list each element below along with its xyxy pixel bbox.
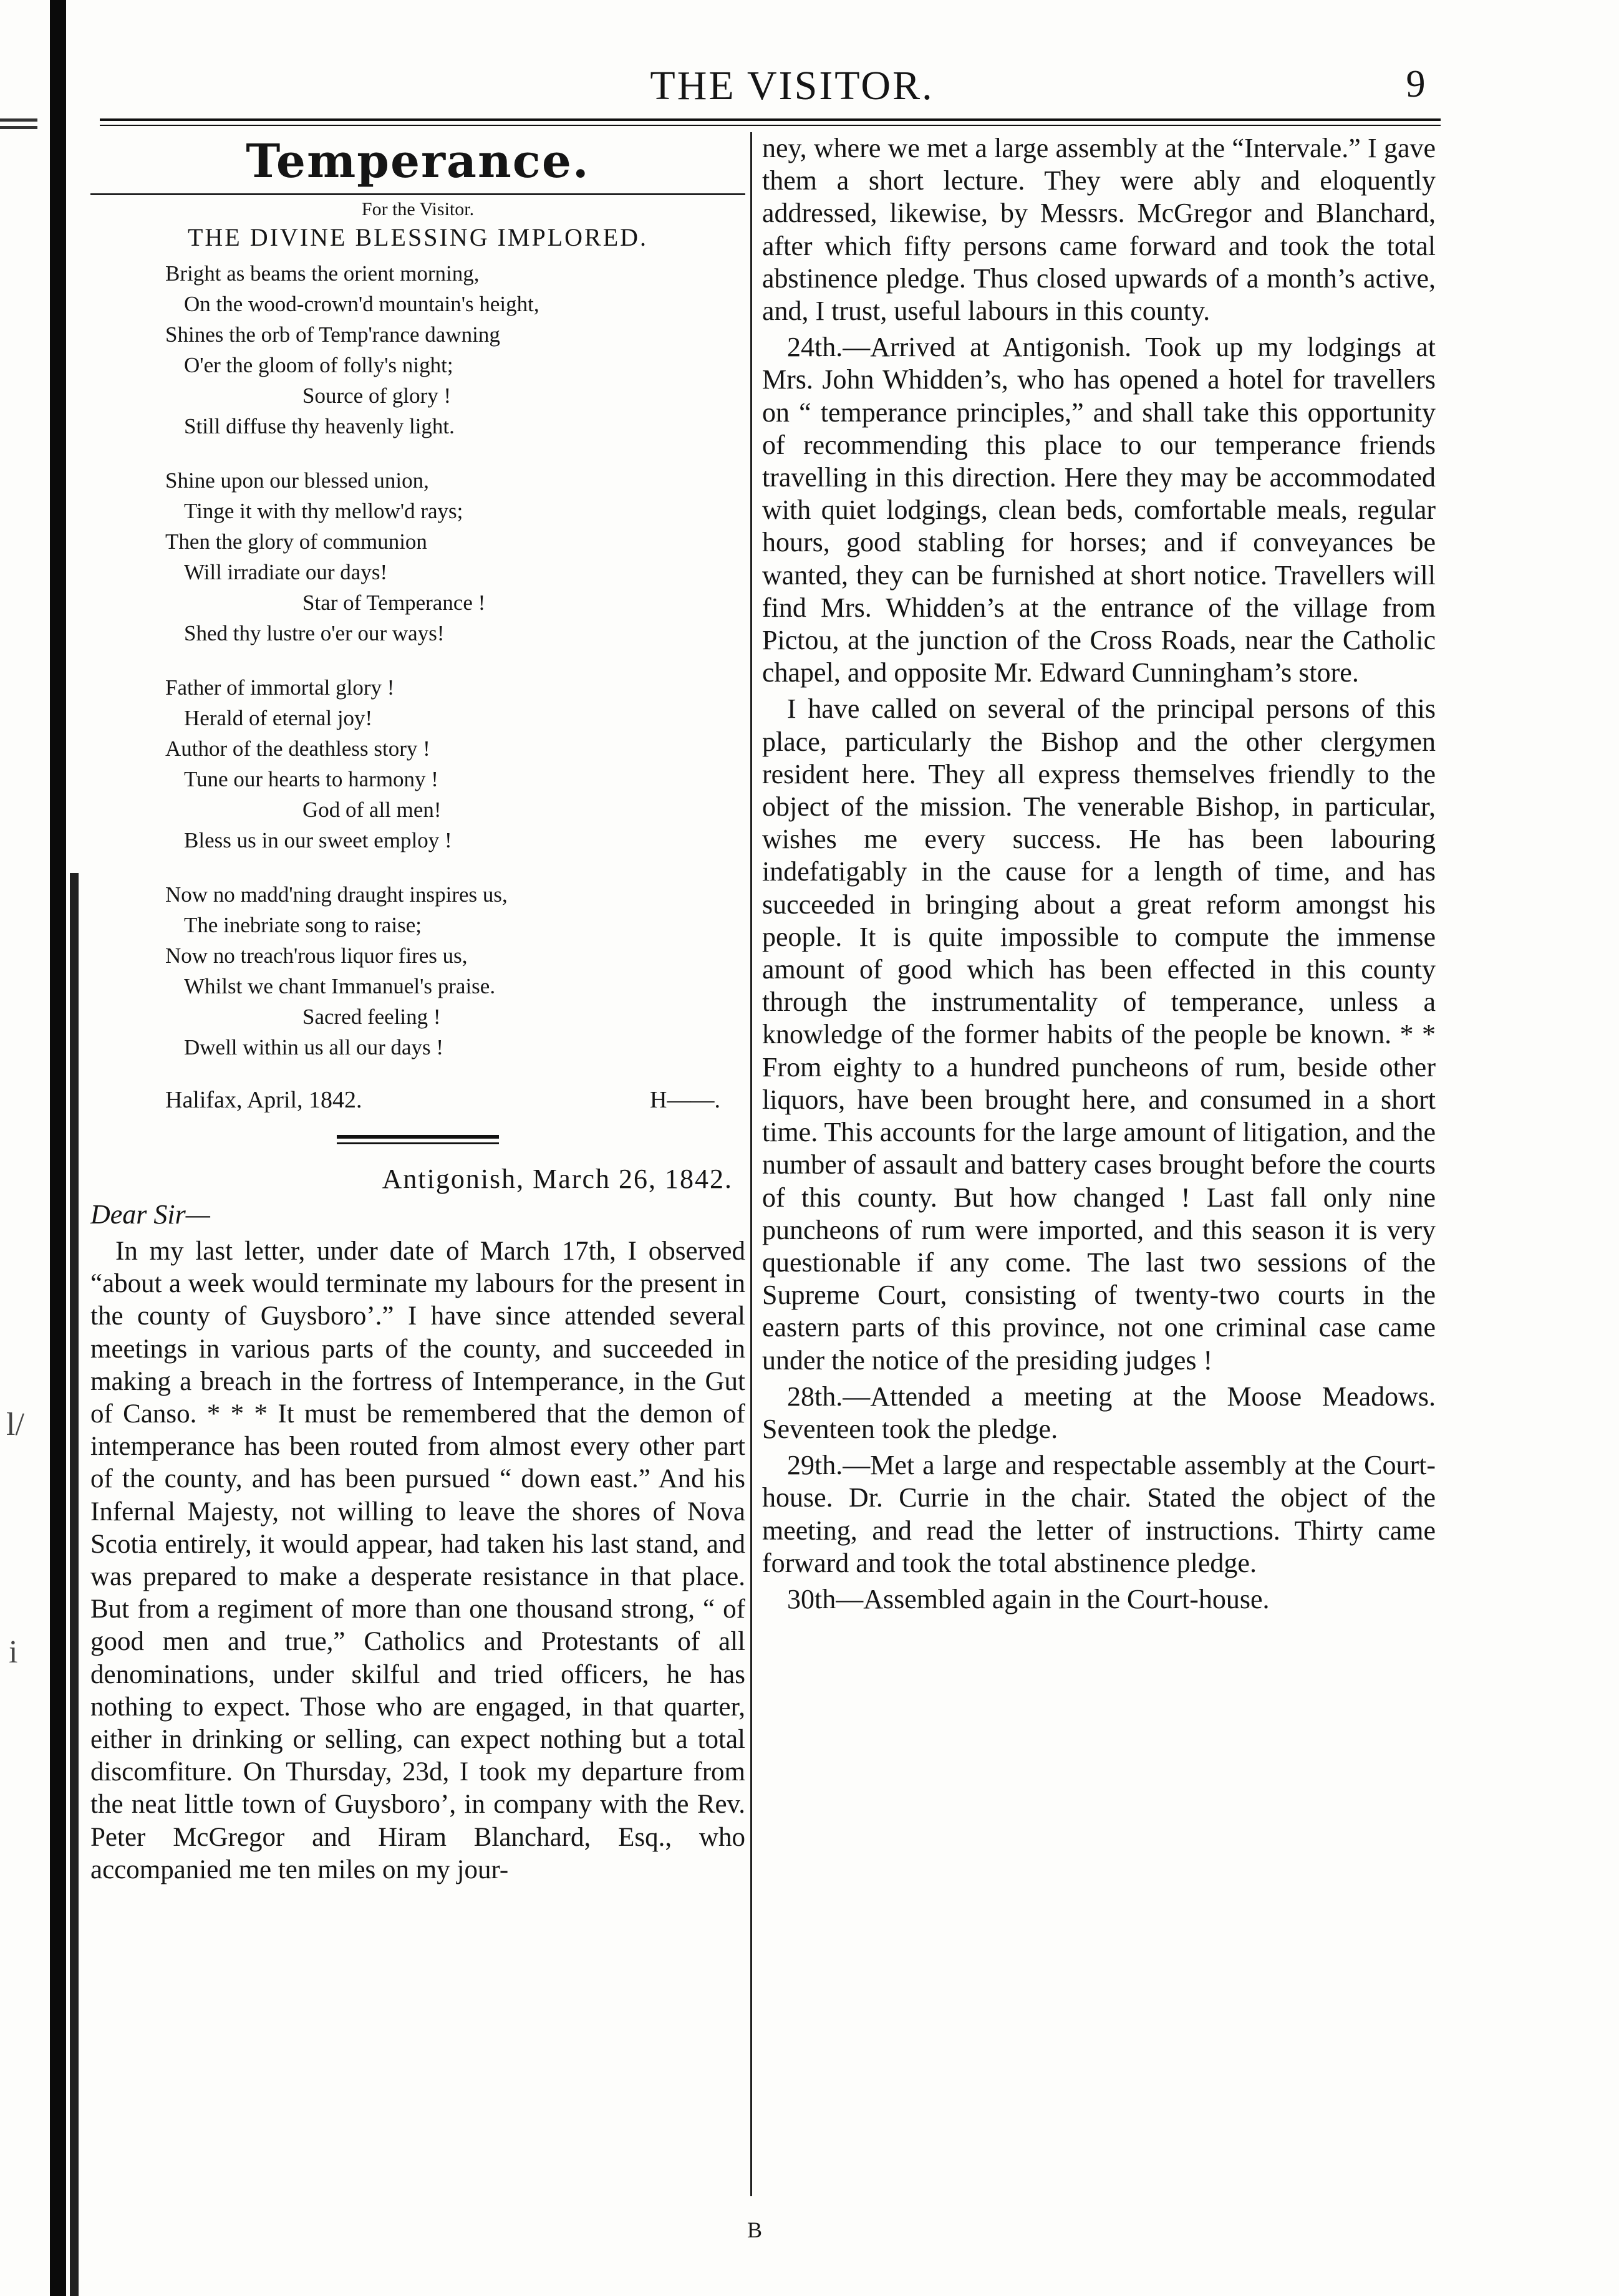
running-title: THE VISITOR. — [650, 63, 934, 109]
left-column — [90, 132, 745, 1886]
scan-edge-mark — [0, 126, 37, 129]
poem-line: Source of glory ! — [302, 383, 452, 408]
poem-line: Star of Temperance ! — [302, 591, 486, 615]
margin-mark: l/ — [6, 1407, 24, 1442]
poem-line: The inebriate song to raise; — [184, 913, 422, 937]
poem-stanza — [165, 465, 745, 649]
letter-dateline: Antigonish, March 26, 1842. — [382, 1164, 733, 1194]
poem — [165, 258, 745, 1063]
poem-line: Tinge it with thy mellow'd rays; — [184, 499, 463, 523]
scan-edge-mark — [0, 118, 37, 122]
header-rule — [100, 125, 1441, 126]
poem-line: O'er the gloom of folly's night; — [184, 353, 453, 377]
binding-edge-inner — [70, 873, 79, 2296]
poem-line: Bright as beams the orient morning, — [165, 261, 480, 286]
column-divider — [750, 132, 752, 2196]
binding-edge — [50, 0, 66, 2296]
poem-line: Whilst we chant Immanuel's praise. — [184, 974, 496, 998]
letter-paragraph: 30th—Assembled again in the Court-house. — [787, 1583, 1270, 1614]
poem-note: For the Visitor. — [361, 199, 475, 219]
poem-footer — [165, 1086, 720, 1114]
signature-mark: B — [747, 2217, 762, 2242]
poem-line: Then the glory of communion — [165, 529, 427, 554]
letter-paragraph: In my last letter, under date of March 17th, I observed “about a week would terminate my labours for the present in the county of Guysboro’.” I have since attended several meetings in various parts of the county, and succeeded in making a breach in the fortress of Intemperance, in the Gut of Canso. * * * It must be remembered that the demon of intemperance has been routed from almost every other part of the county, and has been pursued “ down east.” And his Infernal Majesty, not willing to leave the shores of Nova Scotia entirely, it would appear, had taken his last stand, and was prepared to make a desperate resistance in that place. But from a regiment of more than one thousand strong, “ of good men and true,” Catholics and Protestants of all denominations, under skilful and tried officers, he has nothing to expect. Those who are engaged, in that quarter, either in drinking or selling, can expect nothing but a total discomfiture. On Thursday, 23d, I took my departure from the neat little town of Guysboro’, in company with the Rev. Peter McGregor and Hiram Blanchard, Esq., who accompanied me ten miles on my jour- — [90, 1237, 745, 1884]
poem-title: THE DIVINE BLESSING IMPLORED. — [187, 223, 649, 251]
letter-paragraph: I have called on several of the principal persons of this place, particularly the Bishop and the other clergymen resident here. They all express themselves friendly to the object of the mission. The venerable Bishop, in particular, wishes me every success. He has been labouring indefatigably in the cause for a length of time, and has succeeded in bringing about a great reform amongst his people. It is quite impossible to compute the immense amount of good which has been effected in this county through the instrumentality of temperance, unless a knowledge of the former habits of the people be known. * * From eighty to a hundred puncheons of rum, beside other liquors, have been brought here, and consumed in a short time. This accounts for the large amount of litigation, and the number of assault and battery cases brought before the courts of this county. But how changed ! Last fall only nine puncheons of rum were imported, and this season it is very questionable if any come. The last two sessions of the Supreme Court, consisting of twenty-two courts in the eastern parts of this province, not one criminal case came under the notice of the presiding judges ! — [762, 693, 1436, 1376]
margin-mark: i — [9, 1634, 18, 1670]
letter-salutation: Dear Sir— — [90, 1199, 210, 1230]
section-rule — [90, 193, 745, 195]
poem-line: Shine upon our blessed union, — [165, 468, 429, 493]
poem-stanza — [165, 672, 745, 856]
poem-line: Now no madd'ning draught inspires us, — [165, 882, 508, 907]
poem-line: Sacred feeling ! — [302, 1005, 441, 1029]
poem-line: Now no treach'rous liquor fires us, — [165, 943, 468, 968]
poem-line: Dwell within us all our days ! — [184, 1035, 444, 1059]
right-column — [762, 132, 1436, 1619]
poem-stanza — [165, 258, 745, 441]
poem-line: Bless us in our sweet employ ! — [184, 828, 452, 852]
poem-place-date: Halifax, April, 1842. — [165, 1087, 362, 1113]
poem-line: Still diffuse thy heavenly light. — [184, 414, 455, 438]
poem-stanza — [165, 879, 745, 1063]
letter-paragraph: ney, where we met a large assembly at the “Intervale.” I gave them a short lecture. They were ably and eloquently addressed, likewise, by Messrs. McGregor and Blanchard, after which fifty persons came forward and took the total abstinence pledge. Thus closed upwards of a month’s active, and, I trust, useful labours in this county. — [762, 133, 1436, 327]
poem-line: Father of immortal glory ! — [165, 675, 395, 700]
header-rule — [100, 118, 1441, 121]
letter-paragraph: 24th.—Arrived at Antigonish. Took up my lodgings at Mrs. John Whidden’s, who has opened a hotel for travellers on “ temperance principles,” and shall take this opportunity of recommending this place to our temperance friends travelling in this direction. Here they may be accommodated with quiet lodgings, clean beds, comfortable meals, regular hours, good stabling for horses; and if conveyances be wanted, they can be furnished at short notice. Travellers will find Mrs. Whidden’s at the entrance of the village from Pictou, at the junction of the Cross Roads, near the Catholic chapel, and opposite Mr. Edward Cunningham’s store. — [762, 332, 1436, 688]
poem-line: Author of the deathless story ! — [165, 736, 430, 761]
letter-paragraph: 28th.—Attended a meeting at the Moose Meadows. Seventeen took the pledge. — [762, 1381, 1436, 1444]
poem-line: God of all men! — [302, 798, 442, 822]
section-title: Temperance. — [246, 135, 590, 188]
letter-paragraph: 29th.—Met a large and respectable assembly at the Court-house. Dr. Currie in the chair. Stated the object of the meeting, and read the letter of instructions. Thirty came forward and took the total abstinence pledge. — [762, 1450, 1436, 1578]
poem-line: Tune our hearts to harmony ! — [184, 767, 438, 791]
poem-line: On the wood-crown'd mountain's height, — [184, 292, 539, 316]
page-number: 9 — [1406, 63, 1426, 105]
poem-line: Will irradiate our days! — [184, 560, 388, 584]
poem-line: Shed thy lustre o'er our ways! — [184, 621, 445, 645]
section-separator — [337, 1135, 499, 1144]
poem-line: Shines the orb of Temp'rance dawning — [165, 322, 500, 347]
poem-signature: H——. — [650, 1087, 720, 1113]
poem-line: Herald of eternal joy! — [184, 706, 373, 730]
